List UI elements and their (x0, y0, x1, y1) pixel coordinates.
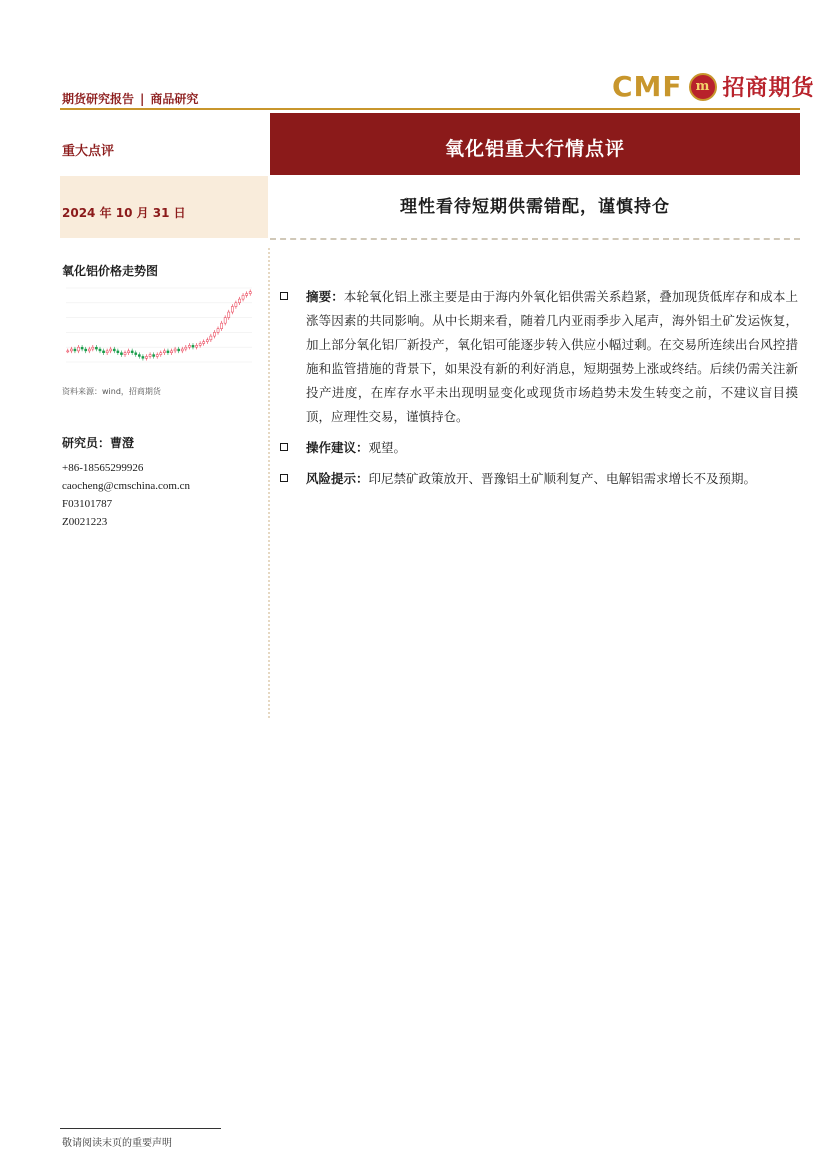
candle-body (188, 345, 190, 347)
candle-body (195, 345, 197, 347)
candle-body (163, 351, 165, 353)
analyst-email[interactable]: caocheng@cmschina.com.cn (62, 480, 191, 492)
report-subtitle: 理性看待短期供需错配，谨慎持仓 (400, 197, 670, 217)
candle-body (95, 347, 97, 349)
risk-bullet (278, 467, 798, 491)
operation-text: 观望。 (368, 440, 407, 455)
candle-body (99, 349, 101, 351)
report-date: 2024 年 10 月 31 日 (62, 206, 186, 220)
candle-body (203, 342, 205, 344)
candle-body (206, 340, 208, 342)
candle-body (124, 353, 126, 355)
chart-svg (62, 284, 262, 380)
checkbox-bullet-icon (280, 292, 288, 300)
candle-body (142, 356, 144, 358)
analyst-license-z: Z0021223 (62, 516, 108, 528)
candle-body (213, 332, 215, 336)
checkbox-bullet-icon (280, 474, 288, 482)
candle-body (120, 353, 122, 355)
candle-body (131, 351, 133, 353)
candle-body (145, 356, 147, 358)
operation-bullet (278, 436, 798, 460)
title-band (270, 113, 800, 175)
candle-body (228, 312, 230, 318)
candle-body (92, 347, 94, 349)
logo-cmf-text: CMF (612, 70, 683, 103)
summary-label: 摘要： (306, 289, 344, 304)
summary-text: 本轮氧化铝上涨主要是由于海内外氧化铝供需关系趋紧，叠加现货低库存和成本上涨等因素的共同影响。从中长期来看，随着几内亚雨季步入尾声，海外铝土矿发运恢复，加上部分氧化铝厂新投产，氧化铝可能逐步转入供应小幅过剩。在交易所连续出台风控措施和监管措施的背景下，如果没有新的利好消息，短期强势上涨或终结。后续仍需关注新投产进度，在库存水平未出现明显变化或现货市场趋势未发生转变之前，不建议盲目摸顶，应理性交易，谨慎持仓。 (306, 289, 798, 424)
analyst-license-f: F03101787 (62, 498, 113, 510)
logo-company-name: 招商期货 (722, 76, 815, 101)
candle-body (160, 353, 162, 355)
candle-body (88, 349, 90, 351)
candle-body (185, 347, 187, 349)
candle-body (67, 351, 69, 352)
chart-source: 资料来源：wind，招商期货 (62, 387, 161, 396)
footer-rule (60, 1128, 221, 1129)
candle-body (210, 336, 212, 340)
candle-body (85, 349, 87, 351)
column-divider (268, 248, 270, 718)
candle-body (246, 294, 248, 296)
candle-body (149, 355, 151, 357)
candle-body (102, 351, 104, 353)
candle-body (170, 351, 172, 353)
risk-label: 风险提示： (306, 471, 369, 486)
operation-label: 操作建议： (306, 440, 369, 455)
candle-body (174, 349, 176, 351)
candle-body (192, 345, 194, 347)
candle-body (181, 349, 183, 351)
summary-bullet (278, 285, 798, 429)
candle-body (81, 347, 83, 349)
candle-body (224, 318, 226, 324)
candle-body (113, 349, 115, 351)
main-content (278, 285, 798, 498)
candle-body (153, 355, 155, 357)
candle-body (138, 355, 140, 357)
candle-body (156, 355, 158, 357)
candle-body (249, 292, 251, 294)
section-type-label: 重大点评 (62, 144, 115, 159)
price-trend-chart (62, 284, 262, 380)
section-type-band (60, 113, 268, 175)
candle-body (199, 344, 201, 346)
footer-disclaimer[interactable]: 敬请阅读末页的重要声明 (62, 1138, 172, 1149)
header-separator: | (140, 92, 145, 106)
candle-body (178, 349, 180, 351)
candle-body (77, 347, 79, 351)
date-band (60, 176, 268, 238)
chart-title: 氧化铝价格走势图 (62, 264, 159, 278)
candle-body (70, 349, 72, 351)
logo-mark-icon: m (689, 73, 717, 101)
candle-body (110, 349, 112, 351)
report-type-label: 期货研究报告 (62, 92, 135, 106)
candle-body (106, 351, 108, 353)
subtitle-rule (270, 238, 800, 240)
candle-body (231, 307, 233, 313)
candle-body (135, 353, 137, 355)
analyst-name: 研究员：曹澄 (62, 436, 135, 450)
candle-body (167, 351, 169, 353)
risk-text: 印尼禁矿政策放开、晋豫铝土矿顺利复产、电解铝需求增长不及预期。 (368, 471, 757, 486)
candle-body (117, 351, 119, 353)
candle-body (74, 349, 76, 351)
report-category (62, 90, 198, 107)
candle-body (242, 295, 244, 299)
candle-body (235, 303, 237, 307)
company-logo (612, 70, 815, 103)
report-category-label: 商品研究 (150, 92, 199, 106)
header-rule (60, 108, 800, 110)
candle-body (128, 351, 130, 353)
report-title: 氧化铝重大行情点评 (444, 138, 625, 160)
candle-body (221, 323, 223, 329)
candle-body (217, 329, 219, 333)
checkbox-bullet-icon (280, 443, 288, 451)
candle-body (238, 299, 240, 303)
analyst-phone: +86-18565299926 (62, 462, 144, 474)
